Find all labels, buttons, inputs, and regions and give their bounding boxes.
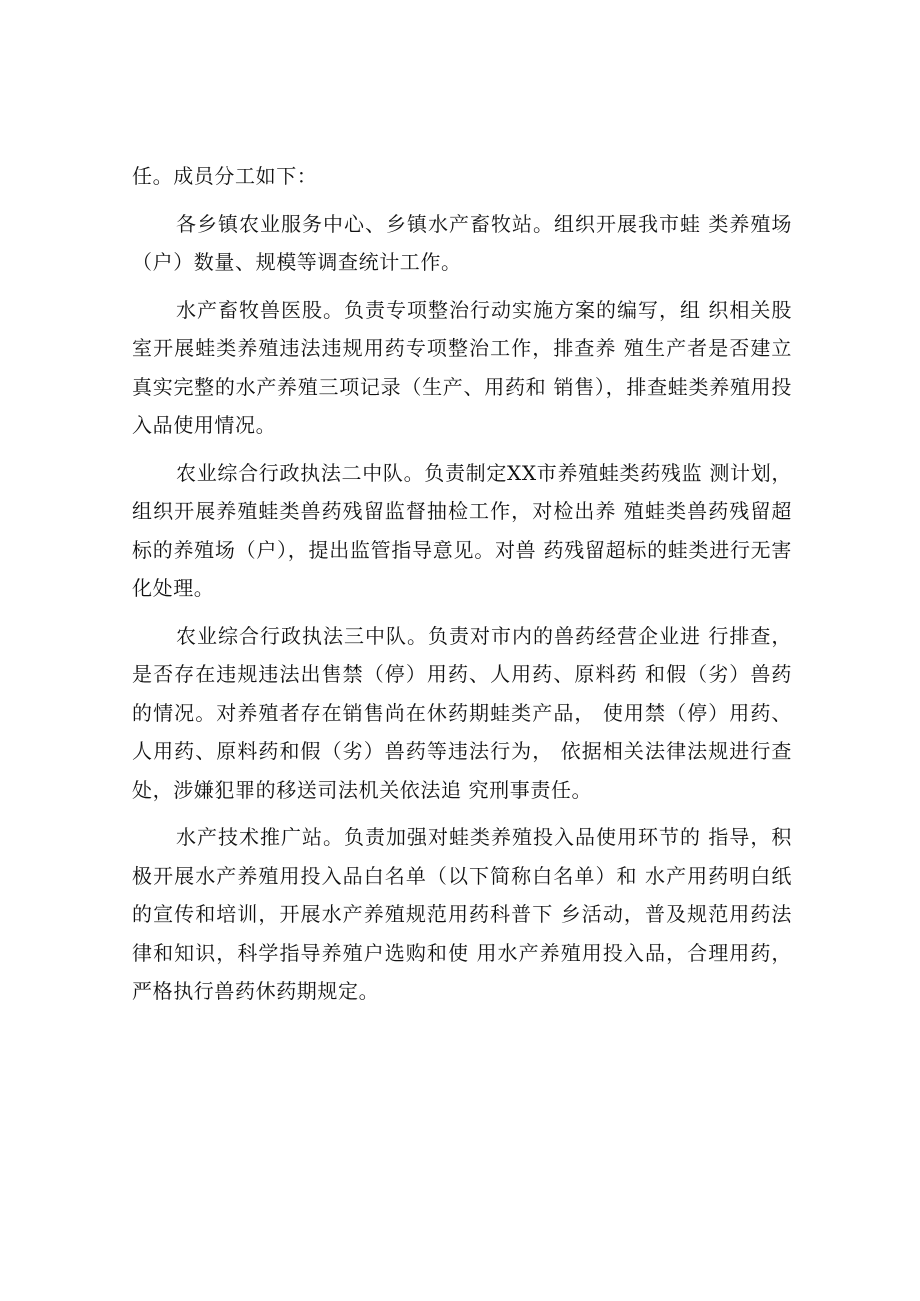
paragraph-aquatic-livestock-section: 水产畜牧兽医股。负责专项整治行动实施方案的编写，组 织相关股室开展蛙类养殖违法违规用药专项整治工作，排查养 殖生产者是否建立真实完整的水产养殖三项记录（生产、用药和 销售），排查蛙类养殖用投入品使用情况。	[132, 297, 792, 437]
paragraph-continuation: 任。成员分工如下：	[132, 164, 318, 188]
paragraph-extension-station: 水产技术推广站。负责加强对蛙类养殖投入品使用环节的 指导，积极开展水产养殖用投入品白名单（以下简称白名单）和 水产用药明白纸的宣传和培训，开展水产养殖规范用药科普下 乡活动，普及规范用药法律和知识，科学指导养殖户选购和使 用水产养殖用投入品，合理用药，严格执行兽药休药期规定。	[132, 825, 792, 1003]
paragraph-enforcement-team-three: 农业综合行政执法三中队。负责对市内的兽药经营企业进 行排查，是否存在违规违法出售禁（停）用药、人用药、原料药 和假（劣）兽药的情况。对养殖者存在销售尚在休药期蛙类产品， 使用禁（停）用药、人用药、原料药和假（劣）兽药等违法行为， 依据相关法律法规进行查处，涉嫌犯罪的移送司法机关依法追 究刑事责任。	[132, 623, 792, 802]
paragraph-township-centers: 各乡镇农业服务中心、乡镇水产畜牧站。组织开展我市蛙 类养殖场（户）数量、规模等调查统计工作。	[132, 211, 792, 274]
paragraph-enforcement-team-two: 农业综合行政执法二中队。负责制定XX市养殖蛙类药残监 测计划，组织开展养殖蛙类兽药残留监督抽检工作，对检出养 殖蛙类兽药残留超标的养殖场（户），提出监管指导意见。对兽 药残留超标的蛙类进行无害化处理。	[132, 460, 792, 600]
document-body	[132, 157, 792, 1020]
